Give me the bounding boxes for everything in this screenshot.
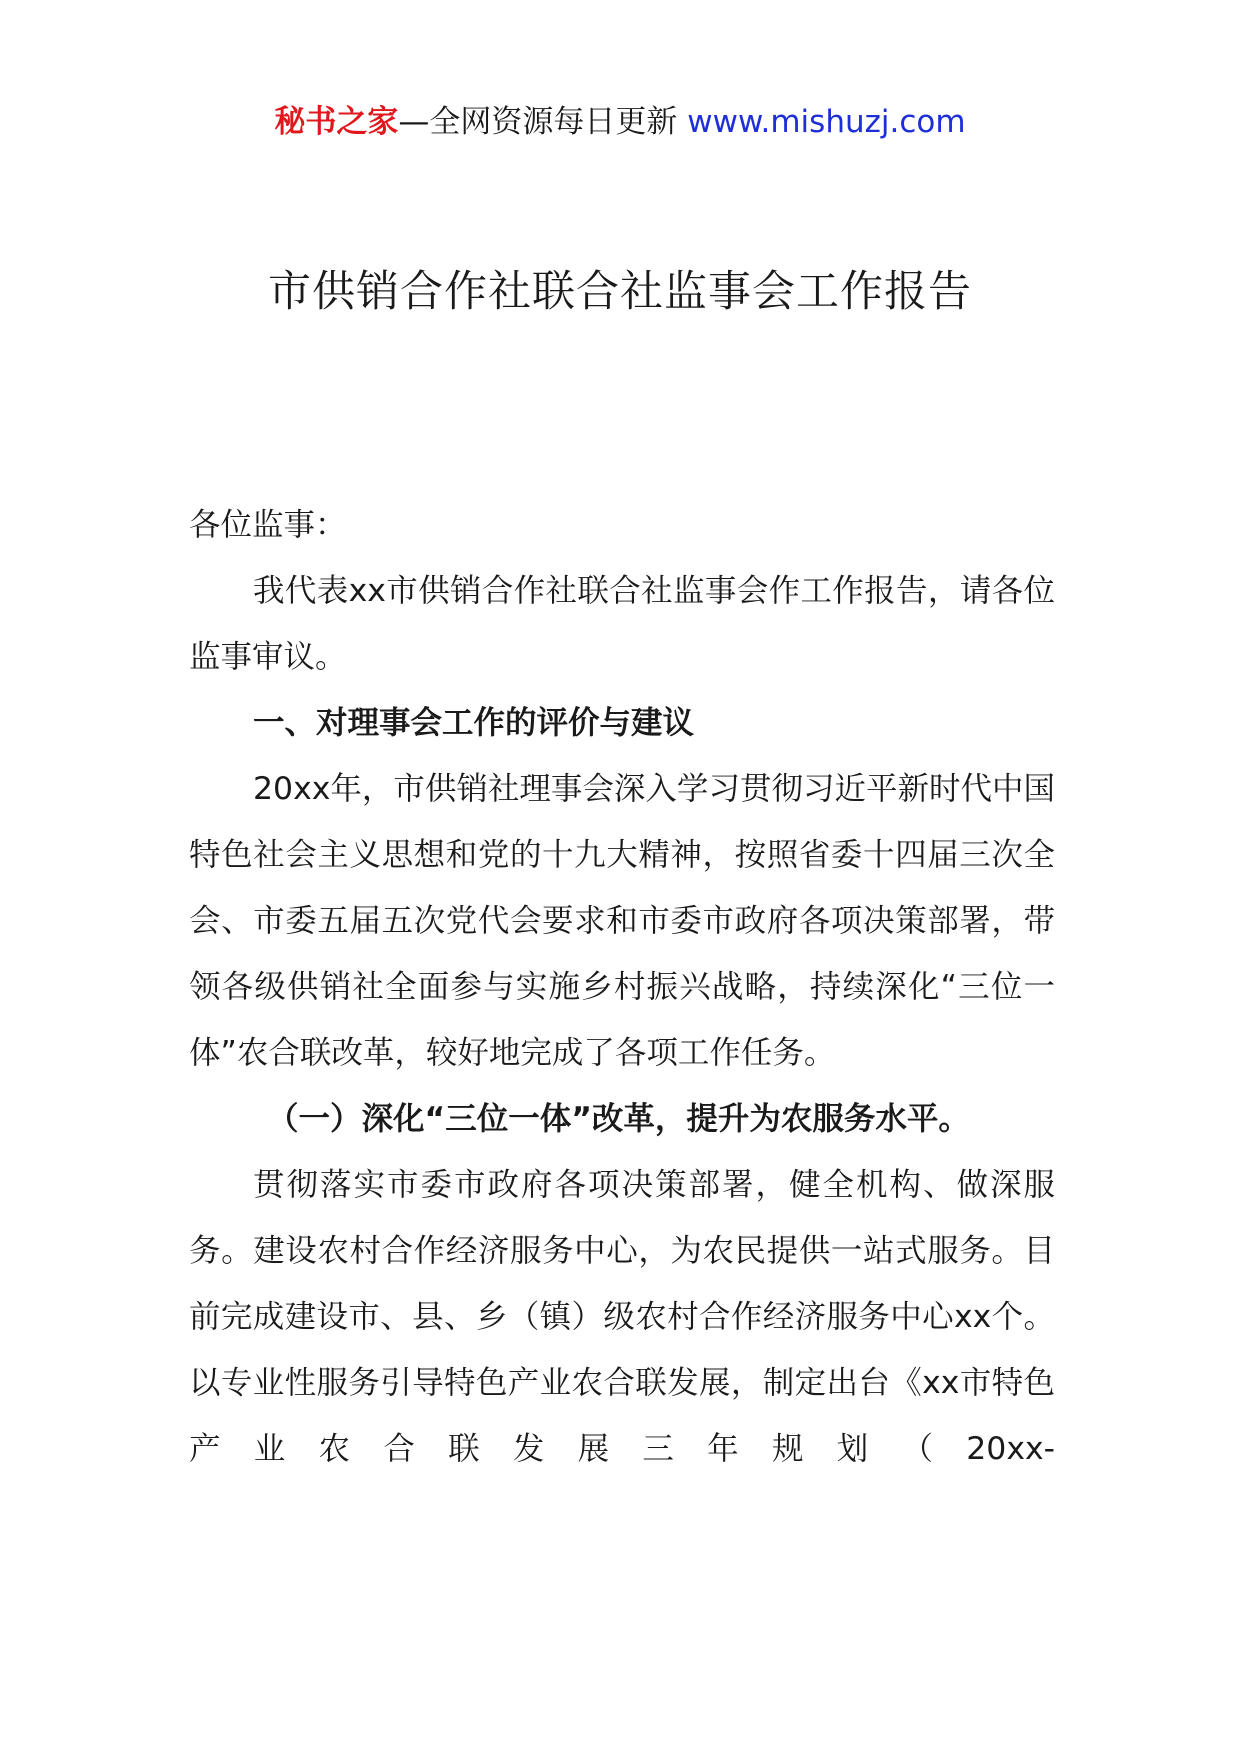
document-body bbox=[189, 492, 1055, 1482]
subsection-paragraph: 贯彻落实市委市政府各项决策部署，健全机构、做深服务。建设农村合作经济服务中心，为农民提供一站式服务。目前完成建设市、县、乡（镇）级农村合作经济服务中心xx个。以专业性服务引导特色产业农合联发展，制定出台《xx市特色产业农合联发展三年规划（20xx- bbox=[189, 1167, 1055, 1467]
section-heading: 一、对理事会工作的评价与建议 bbox=[253, 705, 695, 741]
salutation: 各位监事： bbox=[189, 507, 347, 543]
site-url-link[interactable]: www.mishuzj.com bbox=[687, 104, 966, 140]
document-title: 市供销合作社联合社监事会工作报告 bbox=[268, 267, 972, 317]
header-slogan: —全网资源每日更新 bbox=[398, 104, 688, 140]
intro-paragraph: 我代表xx市供销合作社联合社监事会作工作报告，请各位监事审议。 bbox=[189, 573, 1055, 675]
subsection-heading: （一）深化“三位一体”改革，提升为农服务水平。 bbox=[267, 1101, 970, 1137]
site-header bbox=[0, 100, 1240, 144]
section-paragraph: 20xx年，市供销社理事会深入学习贯彻习近平新时代中国特色社会主义思想和党的十九大精神，按照省委十四届三次全会、市委五届五次党代会要求和市委市政府各项决策部署，带领各级供销社全面参与实施乡村振兴战略，持续深化“三位一体”农合联改革，较好地完成了各项工作任务。 bbox=[189, 771, 1055, 1071]
brand-name: 秘书之家 bbox=[274, 104, 399, 140]
